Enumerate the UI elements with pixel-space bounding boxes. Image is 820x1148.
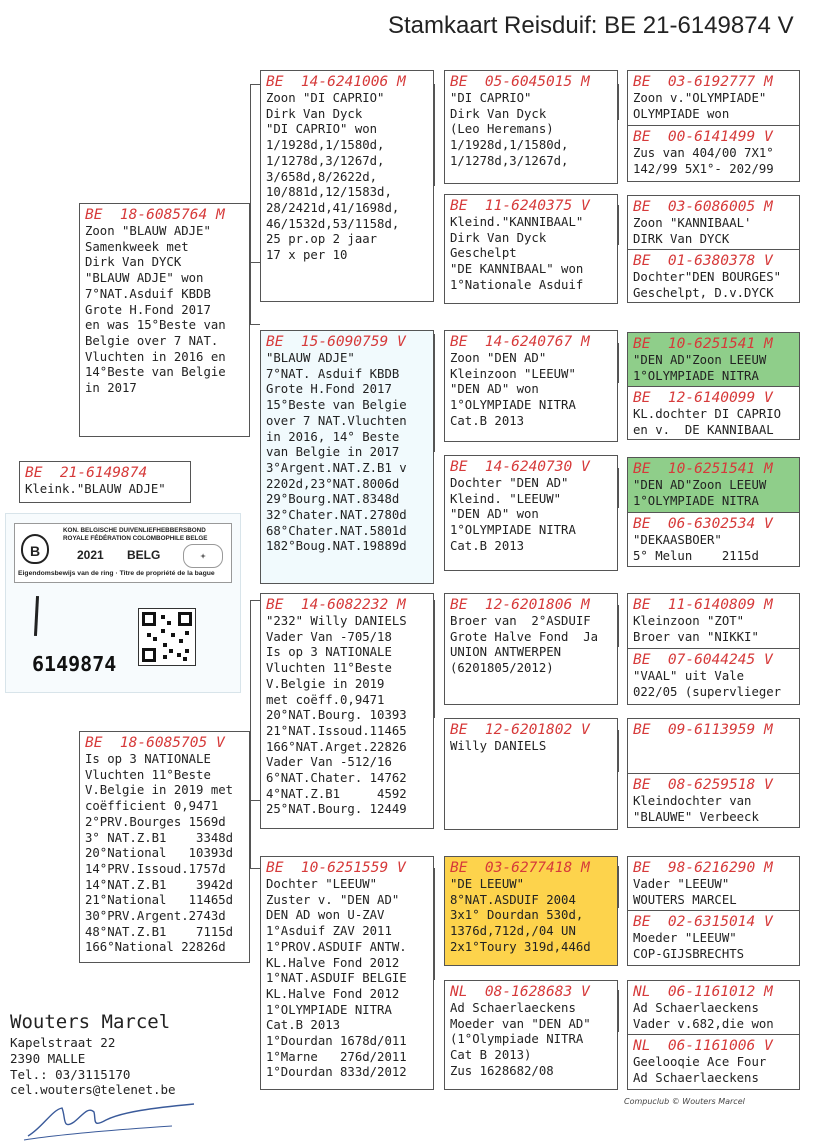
pigeon-line: KL.Halve Fond 2012 [266,986,400,1001]
pigeon-line: 1°Nationale Asduif [450,277,584,292]
pigeon-line: Kleind. "LEEUW" [450,491,562,506]
pigeon-line: 14°PRV.Issoud.1757d [85,861,226,876]
pigeon-line: en v. DE KANNIBAAL [633,422,774,437]
ring-number: BE 09-6113959 M [633,722,773,738]
pigeon-line: 3x1° Dourdan 530d, [450,908,584,923]
pigeon-line: 1/1928d,1/1580d, [266,138,385,153]
title-sex: V [777,12,794,39]
pigeon-line: 1/1278d,3/1267d, [450,153,569,168]
ring-number: BE 14-6241006 M [266,74,406,90]
pigeon-pair-sds [627,332,800,440]
pigeon-line: Dochter"DEN BOURGES" [633,270,782,284]
pigeon-line: (6201805/2012) [450,661,554,676]
ring-number: BE 14-6240730 V [450,459,590,475]
ring-number: BE 15-6090759 V [266,334,406,350]
pigeon-line: 3° NAT.Z.B1 3348d [85,830,234,845]
pigeon-line: van Belgie in 2017 [266,445,400,460]
pigeon-line: "DE KANNIBAAL" won [450,262,584,277]
ring-number: BE 02-6315014 V [633,914,773,930]
pigeon-box-sdd [444,455,618,571]
ring-number: BE 21-6149874 [25,465,148,481]
pigeon-box-sd [260,330,434,584]
pigeon-line: met coëff.0,9471 [266,692,385,707]
ring-number: NL 06-1161012 M [633,984,773,1000]
pigeon-line: 182°Boug.NAT.19889d [266,539,407,554]
pigeon-line: 1376d,712d,/04 UN [450,924,576,939]
pigeon-line: 1°OLYMPIADE NITRA [633,493,759,508]
pigeon-line: 1/1928d,1/1580d, [450,138,569,153]
ring-number: BE 14-6240767 M [450,334,590,350]
ring-number: BE 05-6045015 M [450,74,590,90]
pigeon-line: Dirk Van Dyck [450,106,547,121]
pigeon-line: Dochter "DEN AD" [450,476,569,490]
pigeon-box-ds [260,593,434,829]
ring-number: BE 10-6251541 M [633,336,773,352]
pigeon-line: 1°Marne 276d/2011 [266,1049,407,1064]
pigeon-box-ddds [628,981,799,1034]
pigeon-line: "BLAUW ADJE" [266,351,355,365]
pigeon-line: 1°Dourdan 833d/2012 [266,1065,407,1080]
pigeon-line: Vluchten 11°Beste [266,661,392,676]
owner-name: Wouters Marcel [10,1011,171,1033]
pigeon-line: 8°NAT.ASDUIF 2004 [450,892,576,907]
pigeon-line: Moeder van "DEN AD" [450,1016,591,1031]
connector-line [618,205,619,245]
pigeon-line: Zoon "DI CAPRIO" [266,91,385,105]
ring-ownership-card [5,513,241,693]
pigeon-line: Zuster v. "DEN AD" [266,892,400,907]
pigeon-line: Zoon "KANNIBAAL' [633,216,752,230]
pigeon-box-sdss [628,333,799,386]
pigeon-box-dsss [628,594,799,648]
pigeon-box-ssdd [628,250,799,303]
pigeon-line: Grote Halve Fond Ja [450,629,599,644]
ring-number: BE 12-6201806 M [450,597,590,613]
pigeon-line: KL.dochter DI CAPRIO [633,407,782,421]
pigeon-box-sdsd [628,387,799,440]
ring-number: BE 12-6201802 V [450,722,590,738]
pigeon-line: 17 x per 10 [266,248,348,263]
pigeon-pair-sdd [627,457,800,567]
ring-number: BE 08-6259518 V [633,777,773,793]
ring-number: BE 03-6086005 M [633,199,773,215]
ring-number: BE 18-6085705 V [85,735,225,751]
pigeon-line: 1°Dourdan 1678d/011 [266,1034,407,1049]
connector-line [250,868,260,869]
pigeon-line: Broer van 2°ASDUIF [450,614,591,628]
pigeon-line: UNION ANTWERPEN [450,645,562,660]
pigeon-line: in 2017 [85,381,137,396]
ring-card-number: 6149874 [32,652,117,676]
pigeon-line: in 2016, 14° Beste [266,429,400,444]
ring-number: BE 10-6251541 M [633,461,773,477]
pigeon-line: 1°OLYMPIADE NITRA [450,523,576,538]
owner-street: Kapelstraat 22 [10,1035,116,1050]
pigeon-line: Dirk Van Dyck [266,106,363,121]
pigeon-line: Geelooqie Ace Four [633,1055,767,1069]
pigeon-line: KL.Halve Fond 2012 [266,955,400,970]
pigeon-line: OLYMPIADE won [633,106,730,121]
pigeon-box-sddd [628,513,799,567]
pigeon-line: 2202d,23°NAT.8006d [266,476,400,491]
pigeon-line: 21°National 11465d [85,893,234,908]
connector-line [250,800,260,801]
pigeon-line: 7°NAT.Asduif KBDB [85,286,211,301]
owner-city: 2390 MALLE [10,1051,86,1066]
pigeon-line: over 7 NAT.Vluchten [266,413,407,428]
connector-line [618,990,619,1032]
pigeon-line: Moeder "LEEUW" [633,931,737,945]
pigeon-line: "DI CAPRIO" won [266,122,378,137]
pigeon-line: 1°NAT.ASDUIF BELGIE [266,971,407,986]
pigeon-line: en was 15°Beste van [85,318,226,333]
ring-number: BE 00-6141499 V [633,129,773,145]
connector-line [434,868,435,980]
pigeon-line: 5° Melun 2115d [633,548,759,563]
pigeon-line: Zus 1628682/08 [450,1063,554,1078]
pigeon-line: 1°Asduif ZAV 2011 [266,924,392,939]
pigeon-line: 3°Argent.NAT.Z.B1 v [266,460,407,475]
pigeon-line: "VAAL" uit Vale [633,669,745,683]
pigeon-line: 4°NAT.Z.B1 4592 [266,786,407,801]
pigeon-line: DEN AD won U-ZAV [266,908,385,923]
pigeon-box-dss [444,593,618,705]
pigeon-box-dsd [444,718,618,830]
pigeon-box-dssd [628,649,799,705]
connector-line [250,324,260,325]
ring-number: BE 01-6380378 V [633,253,773,269]
connector-line [618,343,619,383]
ring-number: BE 18-6085764 M [85,207,225,223]
pigeon-line: 30°PRV.Argent.2743d [85,909,226,924]
pigeon-box-sds [444,330,618,442]
pigeon-line: 166°NAT.Arget.22826 [266,739,407,754]
pigeon-line: 1°OLYMPIADE NITRA [633,368,759,383]
footer-credit: Compuclub © Wouters Marcel [624,1097,745,1106]
pigeon-box-dddd [628,1035,799,1090]
pigeon-line: Vader Van -512/16 [266,755,392,770]
pigeon-box-ddd [444,980,618,1090]
connector-line [250,84,251,324]
pigeon-line: 2°PRV.Bourges 1569d [85,814,226,829]
pigeon-line: "DEN AD"Zoon LEEUW [633,478,767,492]
pigeon-line: 48°NAT.Z.B1 7115d [85,924,234,939]
pigeon-pair-dsd [627,718,800,828]
pigeon-line: "DEN AD" won [450,382,539,397]
connector-line [434,600,435,718]
connector-line [250,600,260,601]
pigeon-line: Kleindochter van [633,794,752,808]
pigeon-box-dd [260,856,434,1090]
pigeon-line: Ad Schaerlaeckens [450,1001,576,1015]
pigeon-box-dds [444,856,618,966]
pigeon-line: Cat.B 2013 [450,538,525,553]
pigeon-line: Belgie over 7 NAT. [85,333,219,348]
pigeon-line: Is op 3 NATIONALE [85,752,211,766]
pigeon-line: Kleinzoon "ZOT" [633,614,745,628]
pigeon-line: 15°Beste van Belgie [266,398,407,413]
pigeon-line: Vluchten 11°Beste [85,767,211,782]
pigeon-line: Kleind."KANNIBAAL" [450,215,584,229]
pigeon-line: 25 pr.op 2 jaar [266,232,378,247]
connector-line [250,600,251,868]
pigeon-box-ddss [628,857,799,910]
pigeon-pair-ddd [627,980,800,1090]
pigeon-line: COP-GIJSBRECHTS [633,946,745,961]
pigeon-box-sire [79,203,250,437]
pigeon-line: Dochter "LEEUW" [266,877,378,891]
ring-country: BELG [127,548,161,562]
connector-line [434,334,435,452]
pigeon-box-sssd [628,126,799,182]
pigeon-line: Grote H.Fond 2017 [85,302,211,317]
pigeon-line: 10/881d,12/1583d, [266,185,392,200]
pigeon-line: "BLAUW ADJE" won [85,271,204,286]
pigeon-line: "DE LEEUW" [450,877,525,891]
pigeon-line: V.Belgie in 2019 [266,676,385,691]
pigeon-line: Ad Schaerlaeckens [633,1070,759,1085]
pigeon-line: 7°NAT. Asduif KBDB [266,366,400,381]
pigeon-line: Zoon "DEN AD" [450,351,547,365]
ring-number: BE 03-6277418 M [450,860,590,876]
pigeon-line: 68°Chater.NAT.5801d [266,523,407,538]
card-header [14,523,232,583]
pigeon-line: 1°PROV.ASDUIF ANTW. [266,939,407,954]
pigeon-line: Zoon "BLAUW ADJE" [85,224,211,238]
pigeon-line: 29°Bourg.NAT.8348d [266,492,400,507]
pigeon-line: 6°NAT.Chater. 14762 [266,771,407,786]
pigeon-pair-dss [627,593,800,705]
pigeon-line: 21°NAT.Issoud.11465 [266,723,407,738]
pigeon-line: Cat.B 2013 [450,413,525,428]
pigeon-box-ssds [628,196,799,249]
qr-code-icon [138,608,196,666]
pigeon-line: 46/1532d,53/1158d, [266,216,400,231]
connector-line [250,84,260,85]
pigeon-line: Kleink."BLAUW ADJE" [25,482,166,496]
owner-email: cel.wouters@telenet.be [10,1082,176,1097]
pigeon-line: Dirk Van DYCK [85,255,182,270]
pigeon-pair-dds [627,856,800,966]
ring-number: BE 14-6082232 M [266,597,406,613]
pigeon-line: 142/99 5X1°- 202/99 [633,161,774,176]
pigeon-line: 166°National 22826d [85,940,226,955]
pigeon-line: 32°Chater.NAT.2780d [266,508,407,523]
org-name-fr: ROYALE FÉDÉRATION COLOMBOPHILE BELGE [63,535,208,542]
connector-line [618,866,619,908]
ring-number: BE 12-6140099 V [633,390,773,406]
page-title [388,12,794,40]
pigeon-line: (1°Olympiade NITRA [450,1032,584,1047]
connector-line [618,468,619,508]
pigeon-pair-ssd [627,195,800,303]
pigeon-line: (Leo Heremans) [450,122,554,137]
pigeon-line: Vader "LEEUW" [633,877,730,891]
pigeon-box-sdds [628,458,799,512]
pigeon-box-ss [260,70,434,302]
pigeon-box-dsdd [628,774,799,828]
pigeon-line: WOUTERS MARCEL [633,892,737,907]
pigeon-line: 14°Beste van Belgie [85,365,226,380]
pigeon-line: Cat B 2013) [450,1048,532,1063]
pigeon-box-ssd [444,194,618,304]
pigeon-line: Ad Schaerlaeckens [633,1001,759,1015]
pigeon-line: "BLAUWE" Verbeeck [633,809,759,824]
pigeon-line: Willy DANIELS [450,739,547,753]
pigeon-line: "DEN AD" won [450,507,539,522]
ring-number: BE 11-6240375 V [450,198,590,214]
pigeon-line: 25°NAT.Bourg. 12449 [266,802,407,817]
pigeon-line: 1°OLYMPIADE NITRA [266,1002,392,1017]
pigeon-box-subject [19,461,191,503]
pigeon-line: Zus van 404/00 7X1° [633,146,774,160]
pigeon-line: 1/1278d,3/1267d, [266,153,385,168]
pigeon-line: 20°National 10393d [85,846,234,861]
ring-number: NL 08-1628683 V [450,984,590,1000]
title-prefix: Stamkaart Reisduif: BE 21-6149874 [388,12,778,39]
pigeon-line: "232" Willy DANIELS [266,614,407,628]
pigeon-line: 14°NAT.Z.B1 3942d [85,877,234,892]
ring-number: BE 03-6192777 M [633,74,773,90]
pigeon-line: Dirk Van Dyck [450,230,547,245]
ring-number: BE 11-6140809 M [633,597,773,613]
pigeon-line: "DEN AD"Zoon LEEUW [633,353,767,367]
ring-number: BE 07-6044245 V [633,652,773,668]
pigeon-emblem-icon: ✦ [183,544,223,568]
ring-number: BE 98-6216290 M [633,860,773,876]
pigeon-box-dam [79,731,250,963]
pigeon-line: 1°OLYMPIADE NITRA [450,398,576,413]
pigeon-line: 022/05 (supervlieger [633,684,782,699]
pigeon-line: Geschelpt [450,246,517,261]
pigeon-line: Vader v.682,die won [633,1016,774,1031]
connector-line [618,730,619,772]
connector-line [618,605,619,647]
pigeon-line: DIRK Van DYCK [633,231,730,246]
pigeon-line: 3/658d,8/2622d, [266,169,378,184]
pigeon-line: "DEKAASBOER" [633,533,722,547]
pigeon-line: Broer van "NIKKI" [633,629,759,644]
ring-year: 2021 [77,548,104,562]
pin-icon [34,596,39,636]
pigeon-line: 2x1°Toury 319d,446d [450,939,591,954]
pigeon-line: Kleinzoon "LEEUW" [450,366,576,381]
pigeon-pair-sss [627,70,800,182]
pigeon-line: Vader Van -705/18 [266,629,392,644]
pigeon-box-sss [444,70,618,184]
pigeon-line: V.Belgie in 2019 met [85,783,234,798]
ring-number: BE 10-6251559 V [266,860,406,876]
connector-line [250,262,260,263]
pigeon-line: Grote H.Fond 2017 [266,382,392,397]
signature-icon [22,1098,198,1142]
pigeon-line: Is op 3 NATIONALE [266,645,392,660]
owner-phone: Tel.: 03/3115170 [10,1067,131,1082]
ring-number: NL 06-1161006 V [633,1038,773,1054]
pigeon-line: 20°NAT.Bourg. 10393 [266,708,407,723]
pigeon-line: Zoon v."OLYMPIADE" [633,91,767,105]
pigeon-line: Vluchten in 2016 en [85,349,226,364]
connector-line [618,84,619,120]
org-name-nl: KON. BELGISCHE DUIVENLIEFHEBBERSBOND [63,527,206,534]
kbdb-logo: B [21,534,49,564]
pigeon-box-ssss [628,71,799,125]
pigeon-line: Cat.B 2013 [266,1018,341,1033]
connector-line [434,84,435,186]
pigeon-box-ddsd [628,911,799,966]
ring-number: BE 06-6302534 V [633,516,773,532]
pigeon-box-dsds [628,719,799,773]
pigeon-line: 28/2421d,41/1698d, [266,200,400,215]
card-subtitle: Eigendomsbewijs van de ring · Titre de propriété de la bague [18,570,215,577]
pigeon-line: Geschelpt, D.v.DYCK [633,285,774,300]
pigeon-line: Samenkweek met [85,239,189,254]
pigeon-line: "DI CAPRIO" [450,91,532,105]
pigeon-line: coëfficient 0,9471 [85,799,219,814]
